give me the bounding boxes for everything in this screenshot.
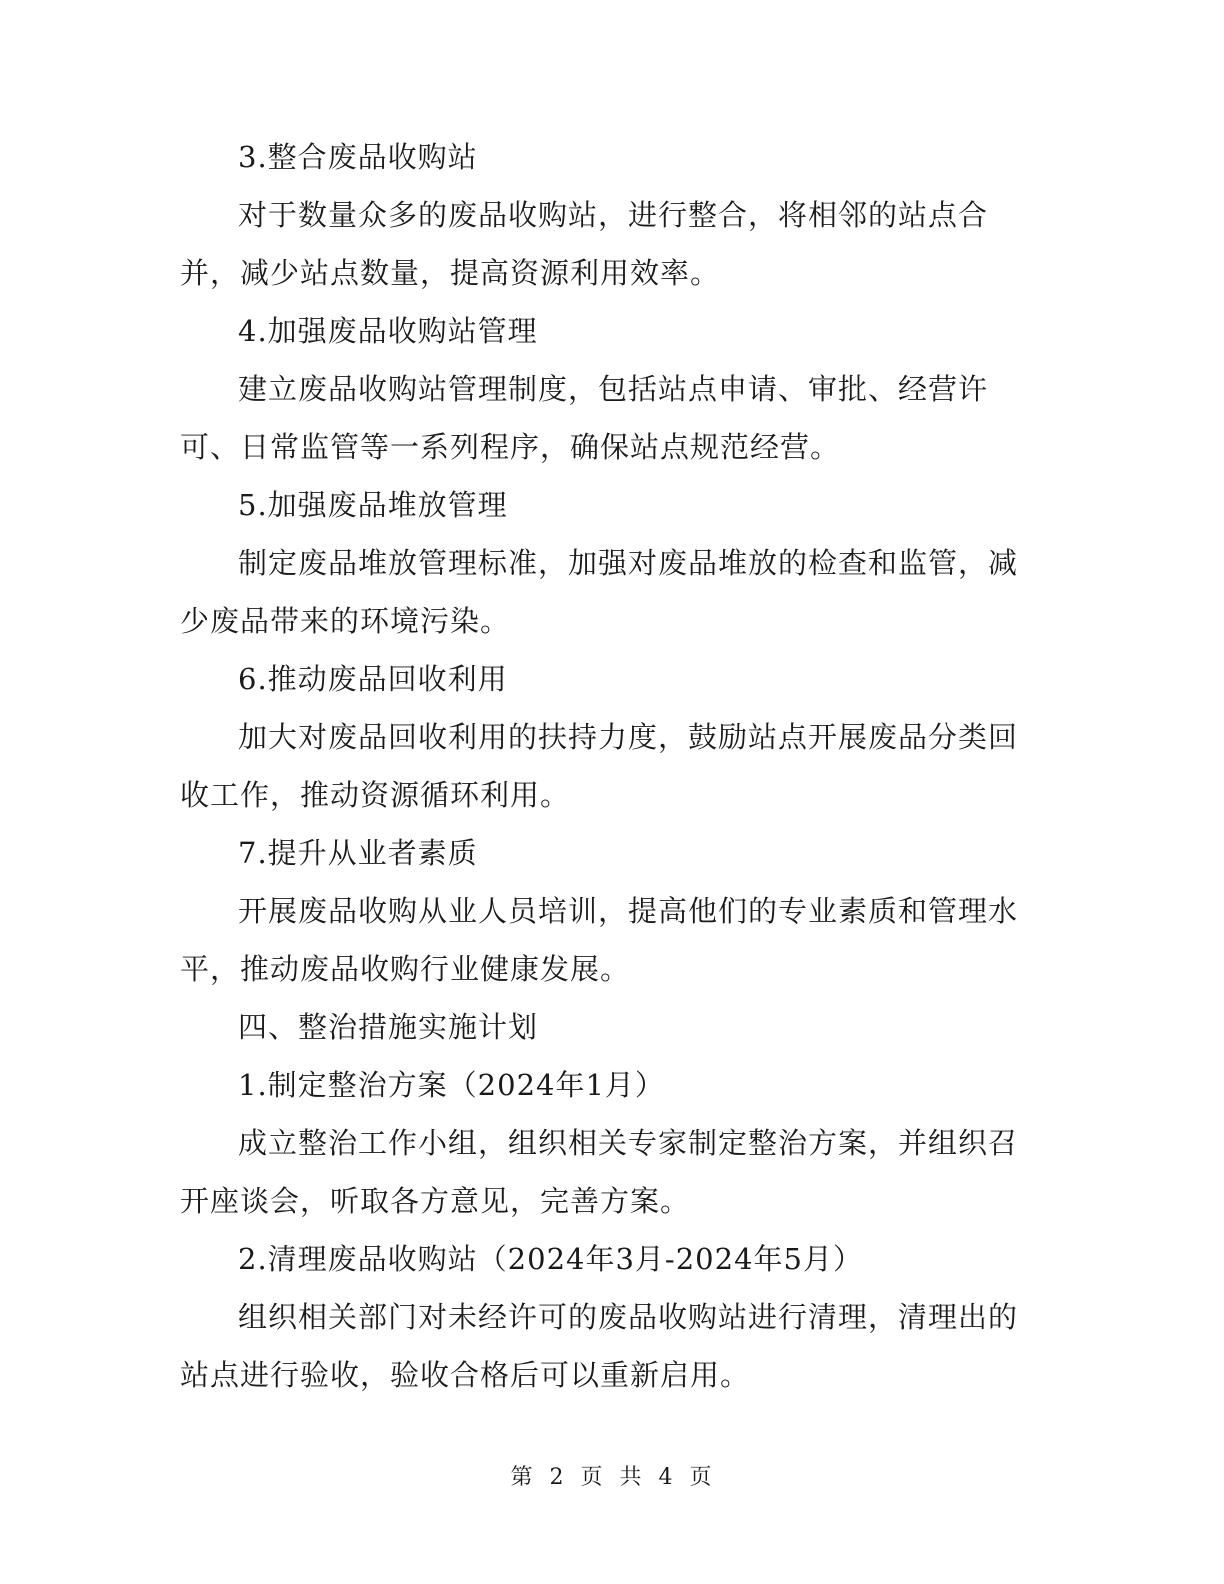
paragraph-line: 组织相关部门对未经许可的废品收购站进行清理，清理出的 bbox=[238, 1300, 1019, 1334]
paragraph-line: 站点进行验收，验收合格后可以重新启用。 bbox=[180, 1358, 751, 1392]
chapter-heading: 四、整治措施实施计划 bbox=[238, 1010, 539, 1044]
paragraph-line: 制定废品堆放管理标准，加强对废品堆放的检查和监管，减 bbox=[238, 546, 1019, 580]
paragraph-line: 可、日常监管等一系列程序，确保站点规范经营。 bbox=[180, 430, 841, 464]
plan-heading-1: 1.制定整治方案（2024年1月） bbox=[238, 1068, 665, 1102]
section-heading-5: 5.加强废品堆放管理 bbox=[238, 488, 508, 522]
paragraph-line: 开展废品收购从业人员培训，提高他们的专业素质和管理水 bbox=[238, 894, 1019, 928]
section-heading-6: 6.推动废品回收利用 bbox=[238, 662, 508, 696]
paragraph-line: 平，推动废品收购行业健康发展。 bbox=[180, 952, 631, 986]
section-heading-3: 3.整合废品收购站 bbox=[238, 140, 478, 174]
section-heading-7: 7.提升从业者素质 bbox=[238, 836, 478, 870]
document-body bbox=[180, 128, 1020, 1404]
plan-heading-2: 2.清理废品收购站（2024年3月-2024年5月） bbox=[238, 1242, 863, 1276]
paragraph-line: 建立废品收购站管理制度，包括站点申请、审批、经营许 bbox=[238, 372, 989, 406]
page-number-footer: 第 2 页 共 4 页 bbox=[510, 1465, 714, 1490]
paragraph-line: 成立整治工作小组，组织相关专家制定整治方案，并组织召 bbox=[238, 1126, 1019, 1160]
paragraph-line: 并，减少站点数量，提高资源利用效率。 bbox=[180, 256, 721, 290]
paragraph-line: 对于数量众多的废品收购站，进行整合，将相邻的站点合 bbox=[238, 198, 989, 232]
paragraph-line: 开座谈会，听取各方意见，完善方案。 bbox=[180, 1184, 691, 1218]
paragraph-line: 加大对废品回收利用的扶持力度，鼓励站点开展废品分类回 bbox=[238, 720, 1019, 754]
paragraph-line: 少废品带来的环境污染。 bbox=[180, 604, 511, 638]
section-heading-4: 4.加强废品收购站管理 bbox=[238, 314, 538, 348]
paragraph-line: 收工作，推动资源循环利用。 bbox=[180, 778, 571, 812]
